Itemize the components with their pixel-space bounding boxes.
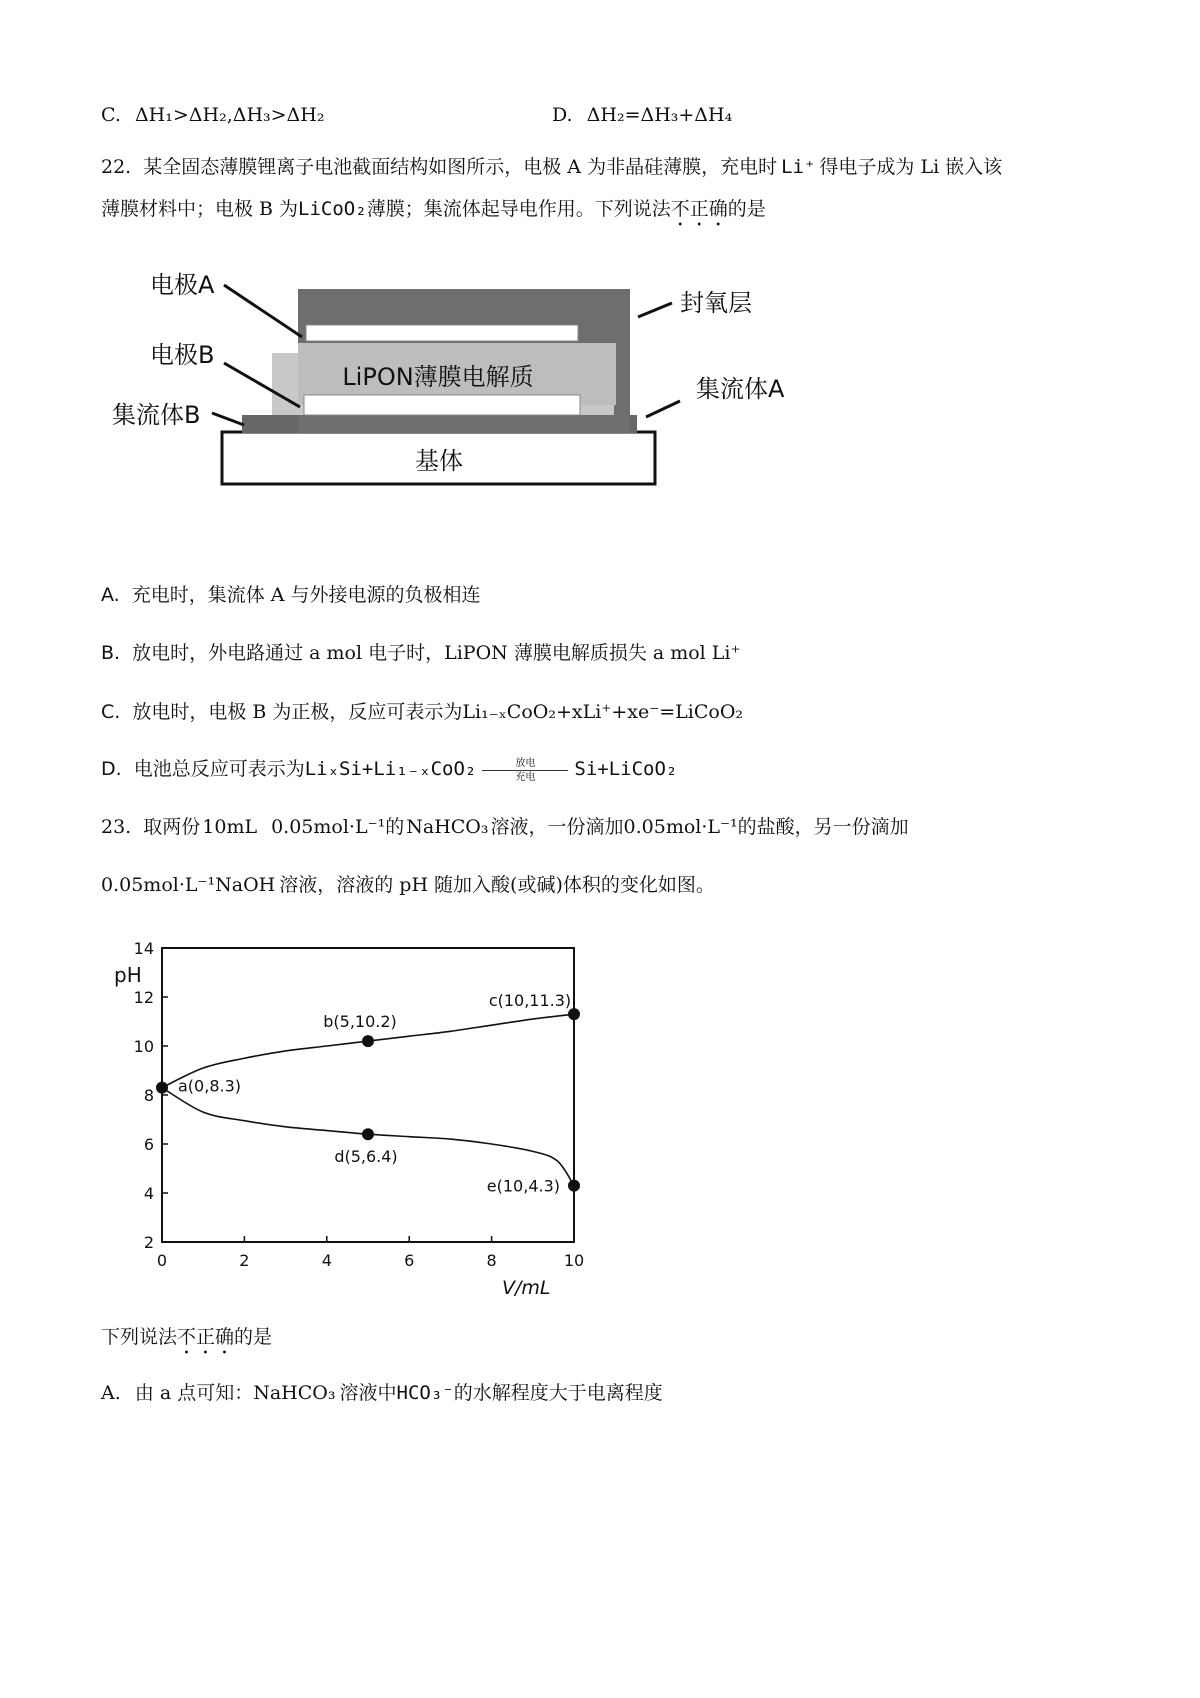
q22-option-d <box>101 756 677 783</box>
q21-option-c <box>101 102 324 128</box>
emphasis-text: 不正确 <box>670 198 728 220</box>
option-label: A. <box>101 1382 121 1404</box>
collector-a-label: 集流体A <box>696 375 785 403</box>
point-label: e(10,4.3) <box>486 1176 560 1196</box>
x-tick-label: 0 <box>156 1251 168 1270</box>
substrate-label: 基体 <box>415 447 463 475</box>
reaction-formula: Li₁₋ₓCoO₂+xLi⁺+xe⁻=LiCoO₂ <box>462 701 744 723</box>
stem-text: 溶液，溶液的 pH 随加入酸(或碱)体积的变化如图。 <box>279 874 715 896</box>
y-tick-label: 6 <box>143 1135 154 1154</box>
stem-text: 某全固态薄膜锂离子电池截面结构如图所示，电极 A 为非晶硅薄膜，充电时 <box>143 156 778 178</box>
naoh-concentration: 0.05mol·L⁻¹NaOH <box>101 874 276 896</box>
salt-formula: NaHCO₃ <box>406 816 489 838</box>
arrow-bottom-label: 充电 <box>515 771 536 783</box>
y-tick-label: 14 <box>133 939 154 958</box>
y-axis-label: pH <box>114 963 142 987</box>
products-formula: Si+LiCoO₂ <box>574 758 678 780</box>
electrode-b-film <box>304 395 580 415</box>
y-tick-label: 8 <box>143 1086 154 1105</box>
option-text: 溶液中 <box>339 1382 397 1404</box>
collector-b-pointer <box>212 413 244 425</box>
battery-diagram <box>100 255 820 500</box>
x-tick-label: 2 <box>239 1251 250 1270</box>
x-tick-label: 8 <box>486 1251 497 1270</box>
stem-text: 溶液，一份滴加 <box>490 816 624 838</box>
reversible-arrow <box>482 758 568 783</box>
y-tick-label: 2 <box>143 1233 154 1252</box>
electrode-b-label: 电极B <box>150 341 215 369</box>
licoo2-formula: LiCoO₂ <box>298 198 367 220</box>
stem-text: 的 <box>385 816 405 838</box>
option-label: A. <box>101 584 120 606</box>
emphasis-text: 不正确 <box>177 1326 235 1348</box>
option-text: 的水解程度大于电离程度 <box>453 1382 663 1404</box>
x-axis-label: V/mL <box>502 1277 551 1299</box>
electrode-a-label: 电极A <box>150 271 215 299</box>
data-point <box>362 1128 374 1140</box>
option-text: ΔH₂=ΔH₃+ΔH₄ <box>586 104 733 126</box>
q23-stem-line1 <box>101 814 909 840</box>
point-label: b(5,10.2) <box>323 1012 397 1032</box>
point-label: c(10,11.3) <box>488 991 572 1011</box>
arrow-top-label: 放电 <box>515 757 536 769</box>
stem-text: 取两份 <box>143 816 201 838</box>
option-text: 放电时，电极 B 为正极，反应可表示为 <box>132 701 463 723</box>
stem-text: 薄膜材料中；电极 B 为 <box>101 198 299 220</box>
q23-prompt <box>101 1324 272 1359</box>
option-text: 放电时，外电路通过 a mol 电子时，LiPON 薄膜电解质损失 a mol Li⁺ <box>132 642 741 664</box>
option-label: D. <box>101 758 122 780</box>
stem-text: 得电子成为 Li 嵌入该 <box>819 156 1003 178</box>
data-point <box>362 1035 374 1047</box>
seal-label: 封氧层 <box>680 289 752 317</box>
reactants-formula: LiₓSi+Li₁₋ₓCoO₂ <box>304 758 477 780</box>
data-point <box>568 1180 580 1192</box>
q22-option-c <box>101 699 743 725</box>
stem-text: 的盐酸，另一份滴加 <box>737 816 909 838</box>
data-point <box>156 1082 168 1094</box>
option-text: 电池总反应可表示为 <box>133 758 305 780</box>
q23-stem-line2 <box>101 872 715 898</box>
option-label: C. <box>101 104 121 126</box>
option-label: D. <box>552 104 573 126</box>
stem-text: 薄膜；集流体起导电作用。下列说法 <box>366 198 671 220</box>
electrode-a-pointer <box>224 285 302 337</box>
volume-value: 10mL <box>202 816 258 838</box>
point-label: d(5,6.4) <box>334 1147 398 1167</box>
option-label: B. <box>101 642 121 664</box>
q21-option-d <box>552 102 732 128</box>
ion-formula: HCO₃⁻ <box>396 1382 454 1404</box>
stem-text: 的是 <box>727 198 766 220</box>
y-tick-label: 12 <box>133 988 154 1007</box>
x-tick-label: 6 <box>404 1251 415 1270</box>
point-label: a(0,8.3) <box>178 1076 241 1096</box>
option-text: ΔH₁>ΔH₂,ΔH₃>ΔH₂ <box>134 104 325 126</box>
option-text: 充电时，集流体 A 与外接电源的负极相连 <box>131 584 481 606</box>
q22-option-b <box>101 640 741 666</box>
x-tick-label: 10 <box>563 1251 585 1270</box>
arrow-bar-icon <box>482 770 568 771</box>
stem-text: 的是 <box>234 1326 273 1348</box>
ph-chart <box>100 930 600 1310</box>
q22-option-a <box>101 582 481 608</box>
collector-b-label: 集流体B <box>112 401 201 429</box>
electrode-a-film <box>306 325 578 341</box>
seal-pointer <box>638 303 672 317</box>
stem-text: 下列说法 <box>101 1326 178 1348</box>
y-tick-label: 4 <box>143 1184 154 1203</box>
q22-stem-line2 <box>101 196 766 231</box>
concentration-value: 0.05mol·L⁻¹ <box>623 816 738 838</box>
question-number: 23. <box>101 816 132 838</box>
q22-stem-line1 <box>101 154 1002 180</box>
salt-formula: NaHCO₃ <box>253 1382 336 1404</box>
y-tick-label: 10 <box>133 1037 154 1056</box>
option-label: C. <box>101 701 121 723</box>
concentration-value: 0.05mol·L⁻¹ <box>271 816 386 838</box>
collector-a-pointer <box>646 401 680 417</box>
electrolyte-label: LiPON薄膜电解质 <box>342 363 534 391</box>
q23-option-a <box>101 1380 663 1406</box>
li-ion-formula: Li⁺ <box>781 156 816 178</box>
option-text: 由 a 点可知： <box>134 1382 254 1404</box>
x-tick-label: 4 <box>321 1251 332 1270</box>
question-number: 22. <box>101 156 132 178</box>
